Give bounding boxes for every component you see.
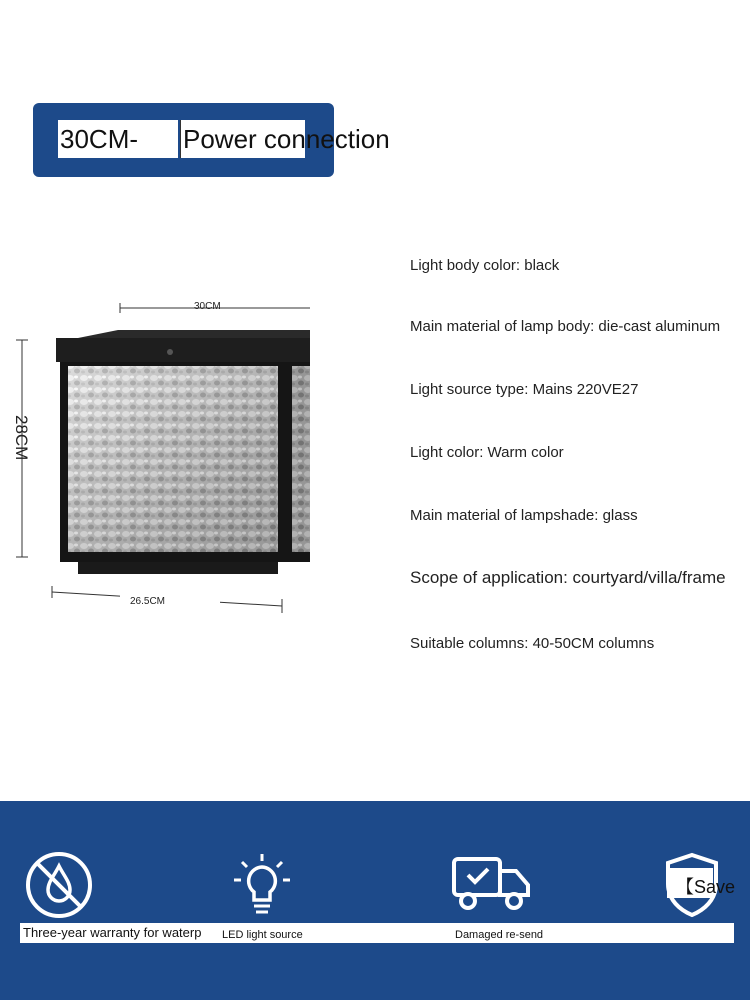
led-label: LED light source: [222, 929, 303, 941]
spec-body-material: Main material of lamp body: die-cast aluminum: [410, 318, 721, 335]
spec-scope: Scope of application: courtyard/villa/frame: [410, 568, 726, 587]
delivery-truck-icon: [450, 855, 534, 915]
spec-columns: Suitable columns: 40-50CM columns: [410, 635, 655, 652]
dim-top-label: 30CM: [194, 301, 221, 312]
type-label: Power connection: [183, 124, 390, 154]
spec-body-color: Light body color: black: [410, 257, 560, 274]
lamp-illustration: [10, 290, 310, 620]
waterproof-icon: [24, 850, 94, 920]
spec-light-source: Light source type: Mains 220VE27: [410, 381, 639, 398]
save-label: 【Save: [676, 877, 736, 897]
dim-side-label: 28CM: [12, 415, 31, 461]
resend-label: Damaged re-send: [455, 929, 544, 941]
spec-shade-material: Main material of lampshade: glass: [410, 507, 638, 524]
warranty-label: Three-year warranty for waterp: [23, 925, 202, 940]
spec-light-color: Light color: Warm color: [410, 444, 564, 461]
dim-bottom-label: 26.5CM: [130, 596, 166, 607]
light-bulb-icon: [232, 852, 292, 920]
feature-band: [0, 801, 750, 1000]
size-label: 30CM-: [60, 124, 139, 154]
